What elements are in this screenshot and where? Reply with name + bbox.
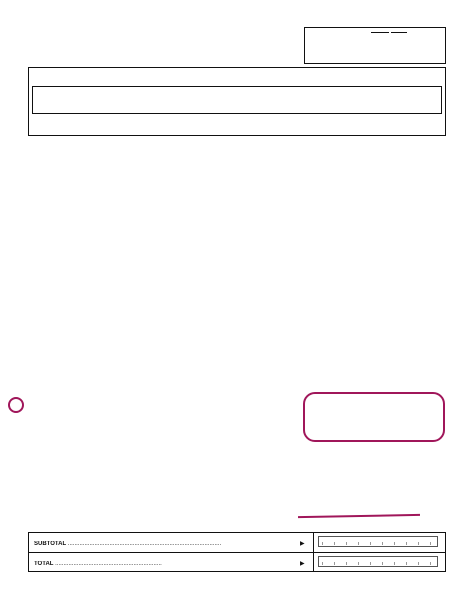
page-number — [371, 32, 389, 33]
committee-name-box — [32, 86, 442, 114]
total-value — [318, 556, 438, 567]
annotation-underline-cycle — [298, 514, 420, 518]
subtotal-label: SUBTOTAL ............................................................................................ — [34, 541, 222, 547]
subtotal-value — [318, 536, 438, 547]
page-total — [391, 32, 407, 33]
annotation-circle-date — [303, 392, 445, 442]
page-indicator — [371, 29, 407, 36]
annotation-circle-c — [8, 397, 24, 413]
total-label: TOTAL ................................................................ — [34, 561, 162, 567]
